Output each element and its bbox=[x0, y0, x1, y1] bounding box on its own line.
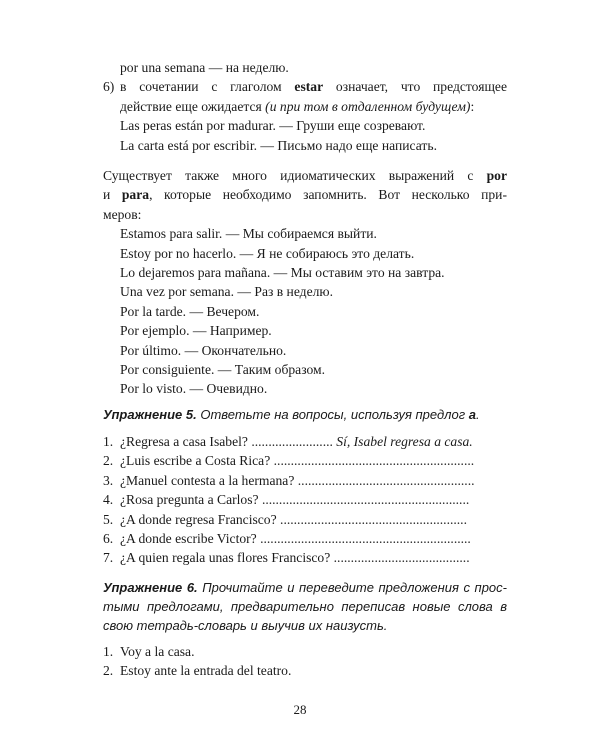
idiom-example: Por consiguiente. — Таким образом. bbox=[120, 362, 326, 378]
sentence: Estoy ante la entrada del teatro. bbox=[120, 663, 292, 679]
question: ¿Manuel contesta a la hermana? bbox=[120, 472, 298, 488]
answer-blank: ....................................................... bbox=[280, 511, 467, 527]
exercise-item bbox=[103, 642, 507, 661]
idiom-example: Estoy por no hacerlo. — Я не собираюсь это делать. bbox=[120, 245, 415, 261]
question: ¿Rosa pregunta a Carlos? bbox=[120, 492, 262, 508]
example-line: por una semana — на неделю. bbox=[120, 60, 289, 75]
exercise-label: Упражнение 5. bbox=[103, 407, 197, 422]
rule-item-6-cont bbox=[103, 97, 507, 116]
example-line: Las peras están por madurar. — Груши еще созревают. bbox=[120, 118, 426, 134]
item-number: 3. bbox=[103, 472, 114, 488]
item-number: 1. bbox=[103, 644, 114, 659]
exercise-5-instruction bbox=[103, 405, 507, 424]
answer-blank: ........................................ bbox=[333, 550, 470, 566]
item-number: 6. bbox=[103, 531, 114, 547]
item-number: 4. bbox=[103, 492, 114, 508]
instruction-line: свою тетрадь-словарь и выучив их наизусть. bbox=[103, 618, 388, 633]
item-number: 2. bbox=[103, 663, 114, 679]
idiom-example: Una vez por semana. — Раз в неделю. bbox=[120, 284, 333, 300]
example-line: La carta está por escribir. — Письмо надо еще написать. bbox=[120, 137, 437, 153]
exercise-item bbox=[103, 661, 507, 680]
exercise-5-heading bbox=[103, 405, 507, 424]
exercise-item bbox=[103, 432, 507, 451]
item-number: 7. bbox=[103, 550, 114, 566]
idiom-example: Por lo visto. — Очевидно. bbox=[120, 381, 268, 397]
section-idioms bbox=[103, 166, 507, 399]
answer-blank: .................................................... bbox=[297, 472, 475, 488]
sentence: Voy a la casa. bbox=[120, 644, 195, 659]
exercise-6-list bbox=[103, 642, 507, 681]
rule-text: означает, что предстоящее bbox=[323, 79, 507, 95]
instruction-text: Ответьте на вопросы, используя предлог bbox=[196, 407, 469, 422]
exercise-item bbox=[103, 510, 507, 529]
exercise-item bbox=[103, 529, 507, 548]
exercise-item bbox=[103, 490, 507, 509]
item-number: 5. bbox=[103, 511, 114, 527]
item-number: 2. bbox=[103, 453, 114, 469]
idiom-example: Por la tarde. — Вечером. bbox=[120, 303, 260, 319]
sample-answer: Sí, Isabel regresa a casa. bbox=[332, 434, 473, 449]
answer-blank: .............................................................. bbox=[260, 531, 471, 547]
answer-blank: ........................................................... bbox=[273, 453, 475, 469]
exercise-item bbox=[103, 548, 507, 567]
answer-blank: ............................................................. bbox=[261, 492, 470, 508]
question: ¿A donde escribe Victor? bbox=[120, 531, 261, 547]
question: ¿Luis escribe a Costa Rica? bbox=[120, 453, 274, 469]
idiom-example: Lo dejaremos para mañana. — Мы оставим это на завтра. bbox=[120, 265, 445, 281]
exercise-item bbox=[103, 451, 507, 470]
instruction-text: Прочитайте и переведите предложения с прос- bbox=[197, 580, 507, 595]
question: ¿A quien regala unas flores Francisco? bbox=[120, 550, 334, 566]
keyword-estar: estar bbox=[294, 79, 324, 95]
idiom-example: Estamos para salir. — Мы собираемся выйти. bbox=[120, 226, 377, 242]
idiom-example: Por último. — Окончательно. bbox=[120, 342, 287, 358]
paragraph-line: меров: bbox=[103, 206, 142, 222]
section-por-para-usage bbox=[103, 58, 507, 155]
instruction-line bbox=[103, 578, 507, 597]
paragraph-line: Существует также много идиоматических выражений с por bbox=[103, 168, 507, 183]
instruction-text: . bbox=[475, 407, 480, 422]
rule-text: : bbox=[470, 98, 475, 114]
rule-note: (и при том в отдаленном будущем) bbox=[265, 98, 471, 114]
item-number: 6) bbox=[103, 79, 115, 95]
preposition-a: а bbox=[468, 407, 476, 422]
keyword-para: para bbox=[121, 187, 150, 203]
rule-text: действие еще ожидается bbox=[120, 98, 266, 114]
exercise-5-list bbox=[103, 432, 507, 568]
question: ¿A donde regresa Francisco? bbox=[120, 511, 281, 527]
rule-text: в сочетании с глаголом bbox=[120, 79, 295, 95]
instruction-line: тыми предлогами, предварительно переписав новые слова в bbox=[103, 599, 507, 614]
paragraph-line: и para, которые необходимо запомнить. Вот несколько при- bbox=[103, 187, 507, 203]
exercise-label: Упражнение 6. bbox=[103, 580, 198, 595]
keyword-por: por bbox=[486, 168, 507, 183]
question: ¿Regresa a casa Isabel? bbox=[120, 434, 252, 449]
rule-item-6 bbox=[103, 77, 507, 96]
exercise-item bbox=[103, 471, 507, 490]
page-number: 28 bbox=[293, 702, 307, 717]
exercise-6-heading bbox=[103, 578, 507, 635]
answer-blank: ........................ bbox=[251, 434, 333, 449]
idiom-example: Por ejemplo. — Например. bbox=[120, 323, 272, 339]
item-number: 1. bbox=[103, 434, 114, 449]
